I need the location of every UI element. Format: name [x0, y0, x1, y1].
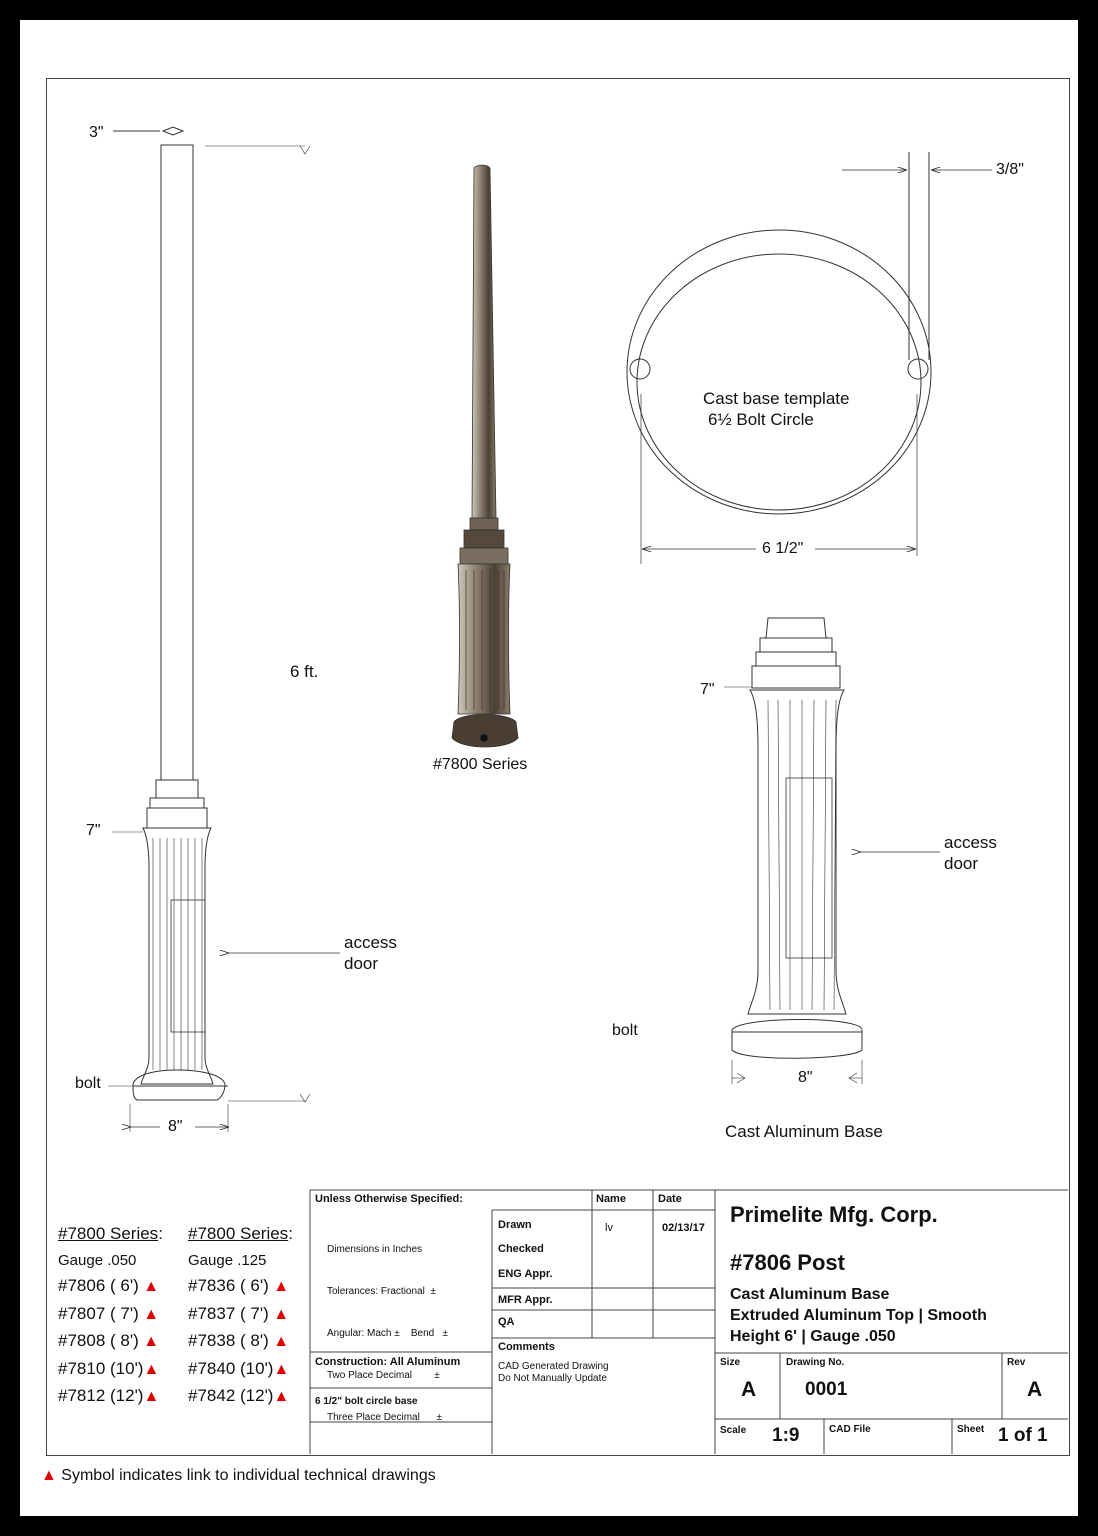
series-item-link[interactable]: #7842 (12')▲ [188, 1386, 290, 1405]
template-title: Cast base template [703, 389, 850, 408]
door-text: door [344, 954, 379, 973]
label-left-access-door [344, 932, 397, 974]
sheet-value: 1 of 1 [998, 1425, 1048, 1446]
series-item-link[interactable]: #7807 ( 7') ▲ [58, 1303, 160, 1323]
series-header[interactable]: #7800 Series [58, 1224, 159, 1243]
spec-line: Tolerances: Fractional ± [327, 1286, 436, 1297]
spec-line: Two Place Decimal ± [327, 1370, 440, 1381]
drawn-date: 02/13/17 [662, 1222, 705, 1234]
dim-right-base-width: 8" [798, 1069, 813, 1086]
series-gauge: Gauge .125 [188, 1252, 267, 1269]
label-right-bolt: bolt [612, 1022, 638, 1039]
col-date: Date [658, 1193, 682, 1205]
series-colon: : [288, 1224, 293, 1243]
size-value: A [741, 1378, 757, 1401]
comment-line: Do Not Manually Update [498, 1373, 607, 1384]
series-list-125 [188, 1224, 293, 1411]
col-name: Name [596, 1193, 626, 1205]
dim-right-base-top: 7" [700, 681, 715, 698]
comment-line: CAD Generated Drawing [498, 1361, 609, 1372]
series-item-link[interactable]: #7840 (10')▲ [188, 1358, 290, 1378]
drawing-no-label: Drawing No. [786, 1357, 845, 1368]
sheet-label: Sheet [957, 1424, 985, 1435]
access-text: access [944, 833, 997, 852]
scale-value: 1:9 [772, 1425, 800, 1446]
scale-label: Scale [720, 1425, 747, 1436]
door-text: door [944, 854, 979, 873]
comments-text [498, 1361, 609, 1385]
series-item-link[interactable]: #7808 ( 8') ▲ [58, 1331, 160, 1350]
triangle-link-icon[interactable]: ▲ [143, 1333, 160, 1350]
dim-top-width: 3" [89, 124, 104, 141]
construction: Construction: All Aluminum [315, 1356, 461, 1368]
row-mfr-appr: MFR Appr. [498, 1294, 553, 1306]
row-drawn: Drawn [498, 1219, 532, 1231]
series-gauge: Gauge .050 [58, 1252, 137, 1269]
dim-left-base-width: 8" [168, 1118, 183, 1135]
company-name: Primelite Mfg. Corp. [730, 1202, 938, 1227]
triangle-link-icon[interactable]: ▲ [273, 1360, 290, 1378]
comments-label: Comments [498, 1341, 555, 1353]
desc-line: Cast Aluminum Base [730, 1286, 890, 1303]
base-elevation [724, 618, 940, 1084]
triangle-link-icon[interactable]: ▲ [273, 1333, 290, 1350]
desc-line: Height 6' | Gauge .050 [730, 1328, 896, 1345]
label-right-access-door [944, 832, 997, 874]
spec-line: Dimensions in Inches [327, 1244, 423, 1255]
drawing-no-value: 0001 [805, 1379, 848, 1400]
series-list-050 [58, 1224, 163, 1411]
rev-value: A [1027, 1378, 1043, 1401]
drawn-name: lv [605, 1222, 613, 1234]
row-eng-appr: ENG Appr. [498, 1268, 553, 1280]
dim-post-height: 6 ft. [290, 662, 319, 681]
base-template [627, 152, 992, 564]
triangle-link-icon[interactable]: ▲ [273, 1388, 290, 1405]
label-left-bolt: bolt [75, 1075, 101, 1092]
rev-label: Rev [1007, 1357, 1026, 1368]
base-caption: Cast Aluminum Base [725, 1122, 883, 1141]
triangle-link-icon[interactable]: ▲ [143, 1360, 160, 1378]
triangle-link-icon[interactable]: ▲ [273, 1305, 290, 1323]
row-qa: QA [498, 1316, 515, 1328]
series-item-link[interactable]: #7812 (12')▲ [58, 1386, 160, 1405]
dim-left-base-top: 7" [86, 822, 101, 839]
cad-file-label: CAD File [829, 1424, 871, 1435]
left-post-elevation [108, 127, 340, 1132]
triangle-link-icon[interactable]: ▲ [143, 1388, 160, 1405]
size-label: Size [720, 1357, 741, 1368]
series-header[interactable]: #7800 Series [188, 1224, 289, 1243]
spec-line: Angular: Mach ± Bend ± [327, 1328, 449, 1339]
series-render-label: #7800 Series [433, 756, 528, 773]
footer-note-text: Symbol indicates link to individual technical drawings [61, 1467, 436, 1484]
triangle-legend-icon: ▲ [41, 1467, 57, 1484]
post-render [452, 165, 518, 747]
desc-line: Extruded Aluminum Top | Smooth [730, 1307, 987, 1324]
template-subtitle: 6½ Bolt Circle [708, 410, 814, 429]
series-item-link[interactable]: #7806 ( 6') ▲ [58, 1276, 160, 1295]
spec-line: Three Place Decimal ± [327, 1412, 442, 1423]
triangle-link-icon[interactable]: ▲ [273, 1278, 290, 1295]
footer-note [41, 1467, 436, 1485]
access-text: access [344, 933, 397, 952]
dim-template-width: 6 1/2" [762, 540, 804, 557]
series-item-link[interactable]: #7837 ( 7') ▲ [188, 1303, 290, 1323]
series-item-link[interactable]: #7838 ( 8') ▲ [188, 1331, 290, 1350]
unless-specified: Unless Otherwise Specified: [315, 1193, 463, 1205]
dim-template-wall: 3/8" [996, 161, 1024, 178]
product-name: #7806 Post [730, 1250, 845, 1275]
row-checked: Checked [498, 1243, 544, 1255]
triangle-link-icon[interactable]: ▲ [143, 1305, 160, 1323]
series-colon: : [158, 1224, 163, 1243]
bolt-circle-base: 6 1/2" bolt circle base [315, 1396, 418, 1407]
series-item-link[interactable]: #7810 (10')▲ [58, 1358, 160, 1378]
series-item-link[interactable]: #7836 ( 6') ▲ [188, 1276, 290, 1295]
product-description [730, 1284, 987, 1347]
triangle-link-icon[interactable]: ▲ [143, 1278, 160, 1295]
